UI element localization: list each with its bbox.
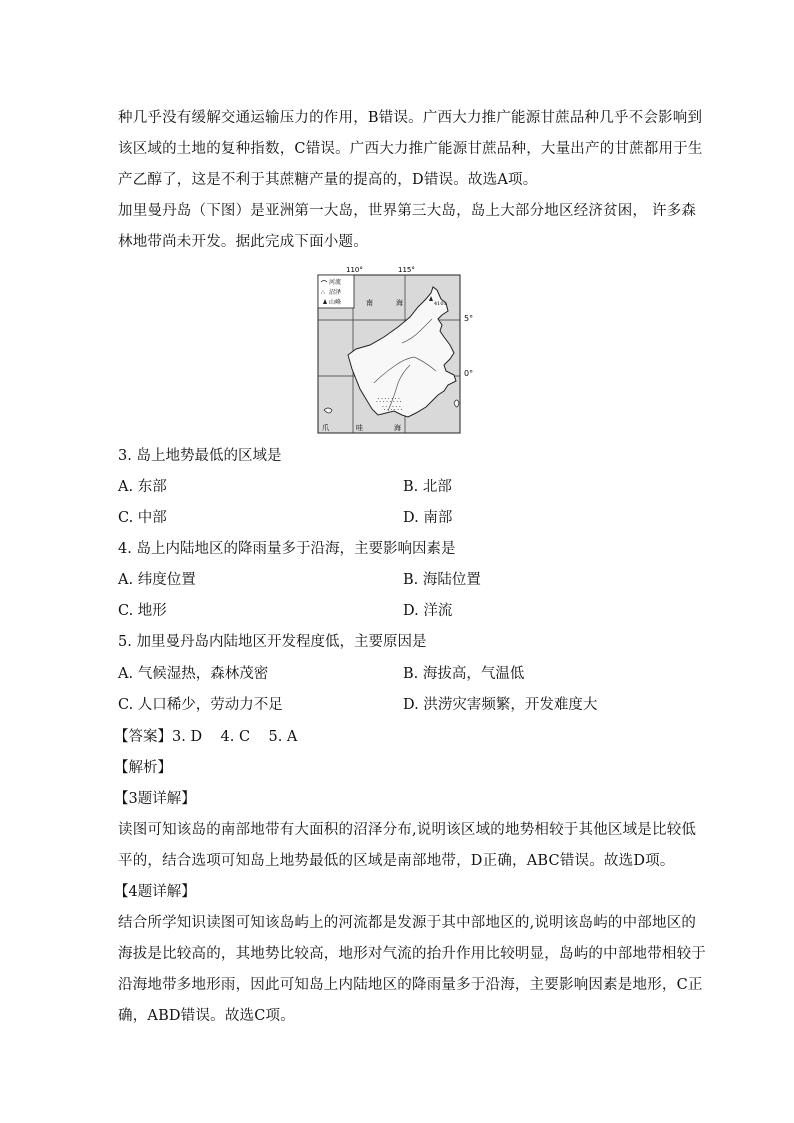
sea-north-1: 南 bbox=[366, 299, 373, 307]
question-4-option-c: C. 地形 bbox=[118, 603, 167, 619]
question-5-option-c: C. 人口稀少，劳动力不足 bbox=[118, 697, 283, 713]
sea-north-2: 海 bbox=[396, 299, 403, 307]
legend-peak: 山峰 bbox=[329, 299, 342, 306]
lon-label-110: 110° bbox=[346, 266, 363, 274]
question-3-option-a: A. 东部 bbox=[118, 479, 167, 495]
marsh-legend-icon: ∴ bbox=[321, 289, 325, 296]
marsh-area-1: ∴∵∴∵∴ bbox=[376, 396, 402, 405]
intro-line-4: 加里曼丹岛（下图）是亚洲第一大岛，世界第三大岛，岛上大部分地区经济贫困， 许多森 bbox=[118, 203, 697, 219]
q4-analysis-line-4: 确，ABD错误。故选C项。 bbox=[118, 1008, 295, 1024]
q4-analysis-line-2: 海拔是比较高的，其地势比较高，地形对气流的抬升作用比较明显，岛屿的中部地带相较于 bbox=[118, 946, 706, 962]
lon-label-115: 115° bbox=[398, 266, 415, 274]
question-5-option-d: D. 洪涝灾害频繁，开发难度大 bbox=[403, 697, 598, 713]
question-4-option-d: D. 洋流 bbox=[403, 603, 453, 619]
question-5-option-a: A. 气候湿热，森林茂密 bbox=[118, 666, 269, 682]
question-3-stem: 3. 岛上地势最低的区域是 bbox=[118, 448, 282, 464]
question-4-stem: 4. 岛上内陆地区的降雨量多于沿海，主要影响因素是 bbox=[118, 541, 456, 557]
question-5-option-b: B. 海拔高，气温低 bbox=[403, 666, 525, 682]
answer-line: 【答案】3. D 4. C 5. A bbox=[114, 729, 298, 745]
analysis-label: 【解析】 bbox=[114, 760, 172, 776]
marsh-area-2: ∵∴∵∴ bbox=[382, 404, 403, 413]
legend-river: 河流 bbox=[329, 279, 342, 286]
q3-analysis-line-1: 读图可知该岛的南部地带有大面积的沼泽分布,说明该区域的地势相较于其他区域是比较低 bbox=[118, 822, 697, 838]
sea-south-2: 哇 bbox=[356, 424, 363, 432]
intro-line-1: 种几乎没有缓解交通运输压力的作用，B错误。广西大力推广能源甘蔗品种几乎不会影响到 bbox=[118, 110, 703, 126]
q4-analysis-label: 【4题详解】 bbox=[114, 884, 196, 900]
q4-analysis-line-3: 沿海地带多地形雨，因此可知岛上内陆地区的降雨量多于沿海，主要影响因素是地形，C正 bbox=[118, 977, 703, 993]
peak-elevation: 4101 bbox=[434, 301, 447, 307]
lat-label-5: 5° bbox=[464, 314, 474, 323]
borneo-map bbox=[314, 265, 464, 435]
legend-marsh: 沼泽 bbox=[329, 289, 342, 296]
question-3-option-b: B. 北部 bbox=[403, 479, 452, 495]
borneo-map-figure bbox=[314, 265, 474, 435]
question-4-option-a: A. 纬度位置 bbox=[118, 572, 196, 588]
intro-line-3: 产乙醇了，这是不利于其蔗糖产量的提高的，D错误。故选A项。 bbox=[118, 172, 538, 188]
q4-analysis-line-1: 结合所学知识读图可知该岛屿上的河流都是发源于其中部地区的,说明该岛屿的中部地区的 bbox=[118, 915, 697, 931]
lat-label-0: 0° bbox=[464, 369, 474, 378]
question-3-option-d: D. 南部 bbox=[403, 510, 453, 526]
intro-line-2: 该区域的土地的复种指数，C错误。广西大力推广能源甘蔗品种，大量出产的甘蔗都用于生 bbox=[118, 141, 703, 157]
sea-south-1: 爪 bbox=[322, 424, 329, 432]
question-5-stem: 5. 加里曼丹岛内陆地区开发程度低，主要原因是 bbox=[118, 634, 427, 650]
question-4-option-b: B. 海陆位置 bbox=[403, 572, 481, 588]
q3-analysis-line-2: 平的，结合选项可知岛上地势最低的区域是南部地带，D正确，ABC错误。故选D项。 bbox=[118, 853, 675, 869]
intro-line-5: 林地带尚未开发。据此完成下面小题。 bbox=[118, 234, 368, 250]
sea-south-3: 海 bbox=[394, 424, 401, 432]
question-3-option-c: C. 中部 bbox=[118, 510, 167, 526]
q3-analysis-label: 【3题详解】 bbox=[114, 791, 196, 807]
